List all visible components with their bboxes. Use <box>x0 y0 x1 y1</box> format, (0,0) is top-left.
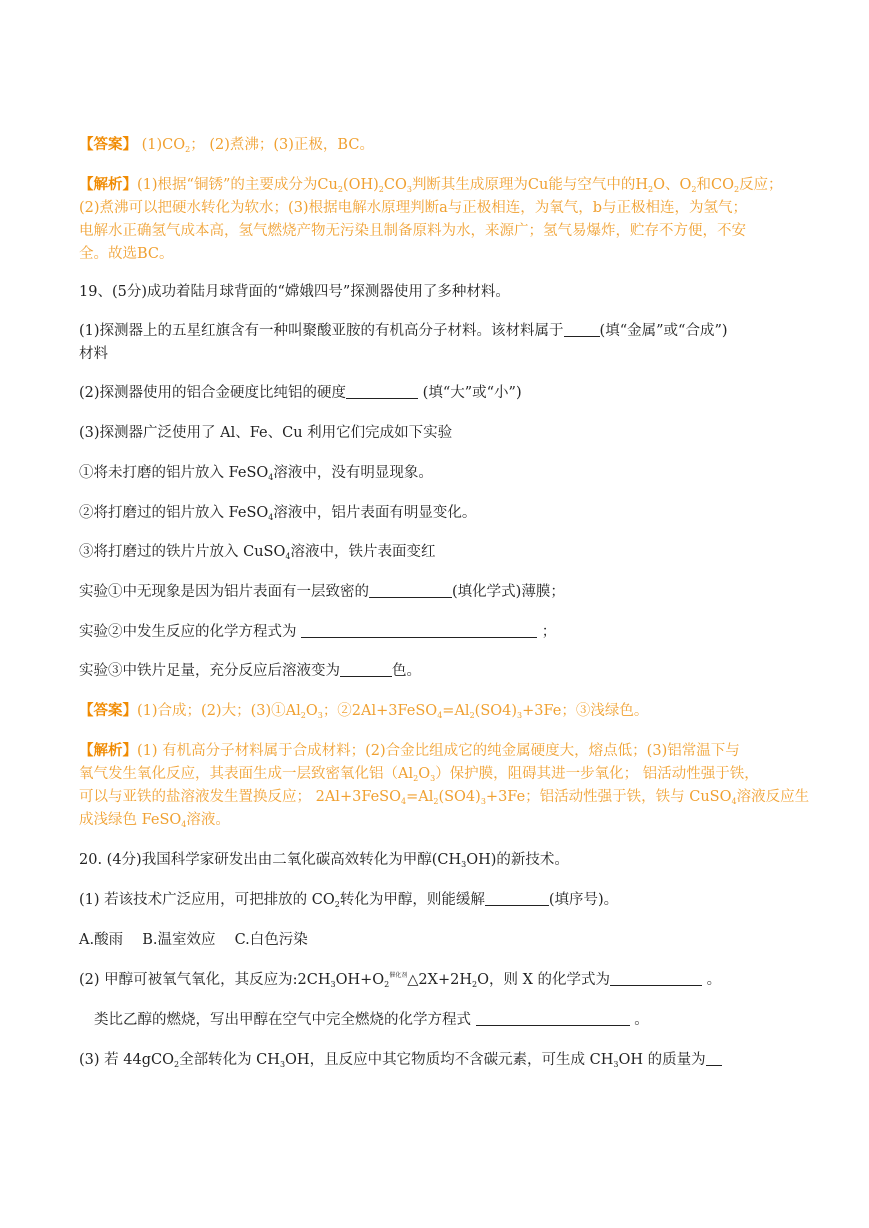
analysis-19-line-4: 成浅绿色 FeSO$_4$溶液。 <box>79 812 230 829</box>
analysis-18-line-4: 全。故选BC。 <box>79 246 174 262</box>
question-20-part-1: (1) 若该技术广泛应用，可把排放的 $CO_2$转化为甲醇，则能缓解 (填序号)。 <box>79 892 619 909</box>
question-20-part-2: (2) 甲醇可被氧气氧化，其反应为$:2CH_3OH+O_2^{催化剂}\triangle 2X+2H_2O$，则 X 的化学式为 。 <box>79 972 722 989</box>
blank-film-formula[interactable] <box>369 582 452 598</box>
blank-methanol-mass[interactable] <box>706 1050 722 1066</box>
question-20-part-2-cont: 类比乙醇的燃烧，写出甲醇在空气中完全燃烧的化学方程式 。 <box>94 1012 649 1028</box>
blank-material-type[interactable] <box>564 321 600 337</box>
question-20-stem: 20. (4分)我国科学家研发出由二氧化碳高效转化为甲醇$(CH_3OH)$的新技术。 <box>79 852 569 869</box>
experiment-2: ②将打磨过的铝片放入 FeSO$_4$溶液中，铝片表面有明显变化。 <box>79 505 477 522</box>
blank-solution-color[interactable] <box>340 661 392 677</box>
question-19-part-3: (3)探测器广泛使用了 Al、Fe、Cu 利用它们完成如下实验 <box>79 425 453 441</box>
result-2: 实验②中发生反应的化学方程式为 ； <box>79 624 557 640</box>
result-3: 实验③中铁片足量，充分反应后溶液变为 色。 <box>79 663 421 679</box>
answer-tag: 【答案】 <box>79 702 137 719</box>
blank-mitigate-option[interactable] <box>485 890 549 906</box>
analysis-tag: 【解析】 <box>79 742 137 759</box>
catalyst-label: 催化剂 <box>389 972 408 979</box>
question-19-stem: 19、(5分)成功着陆月球背面的“嫦娥四号”探测器使用了多种材料。 <box>79 284 510 300</box>
blank-x-formula[interactable] <box>610 970 702 986</box>
analysis-19-line-3: 可以与亚铁的盐溶液发生置换反应； $2Al+3FeSO_4=Al_2(SO4)_3+3Fe$；铝活动性强于铁，铁与 CuSO$_4$溶液反应生 <box>79 789 810 806</box>
analysis-18-line-2: (2)煮沸可以把硬水转化为软水；(3)根据电解水原理判断a与正极相连，为氧气，b与正极相连，为氢气； <box>79 200 748 216</box>
question-19-part-2: (2)探测器使用的铝合金硬度比纯铝的硬度 (填“大”或“小”) <box>79 385 522 401</box>
question-19-part-1: (1)探测器上的五星红旗含有一种叫聚酸亚胺的有机高分子材料。该材料属于 (填“金属”或“合成”) <box>79 323 728 339</box>
analysis-19-line-2: 氧气发生氧化反应，其表面生成一层致密氧化铝$(Al_2O_3)$保护膜，阻碍其进一步氧化； 铝活动性强于铁， <box>79 766 759 783</box>
blank-hardness[interactable] <box>346 383 418 399</box>
answer-19: 【答案】(1)合成；(2)大；$(3)①Al_2O_3$；$②2Al+3FeSO_4=Al_2(SO4)_3+3Fe$；③浅绿色。 <box>79 702 649 720</box>
experiment-3: ③将打磨过的铁片片放入 CuSO$_4$溶液中，铁片表面变红 <box>79 544 436 561</box>
question-19-part-1-cont: 材料 <box>79 346 108 362</box>
experiment-1: ①将未打磨的铝片放入 FeSO$_4$溶液中，没有明显现象。 <box>79 465 433 482</box>
question-20-part-3: (3) 若 44gCO$_2$全部转化为 $CH_3OH$，且反应中其它物质均不含碳元素，可生成 $CH_3OH$ 的质量为 <box>79 1050 722 1070</box>
analysis-19-line-1: 【解析】(1) 有机高分子材料属于合成材料；(2)合金比组成它的纯金属硬度大，熔点低；(3)铝常温下与 <box>79 742 740 759</box>
analysis-tag: 【解析】 <box>79 176 137 193</box>
question-20-options: A.酸雨 B.温室效应 C.白色污染 <box>79 932 308 948</box>
answer-18: 【答案】 $(1)CO_2$； (2)煮沸；(3)正极，BC。 <box>79 136 374 154</box>
answer-tag: 【答案】 <box>79 136 137 153</box>
analysis-18-line-1: 【解析】(1)根据“铜锈”的主要成分为$Cu_2(OH)_2CO_3$判断其生成原理为Cu能与空气中的$H_2O$、$O_2$和$CO_2$反应； <box>79 176 783 194</box>
blank-equation-2[interactable] <box>301 622 537 638</box>
blank-methanol-combustion-equation[interactable] <box>476 1010 630 1026</box>
analysis-18-line-3: 电解水正确氢气成本高，氢气燃烧产物无污染且制备原料为水，来源广；氢气易爆炸，贮存不方便，不安 <box>79 223 746 239</box>
result-1: 实验①中无现象是因为铝片表面有一层致密的 (填化学式)薄膜； <box>79 584 565 600</box>
